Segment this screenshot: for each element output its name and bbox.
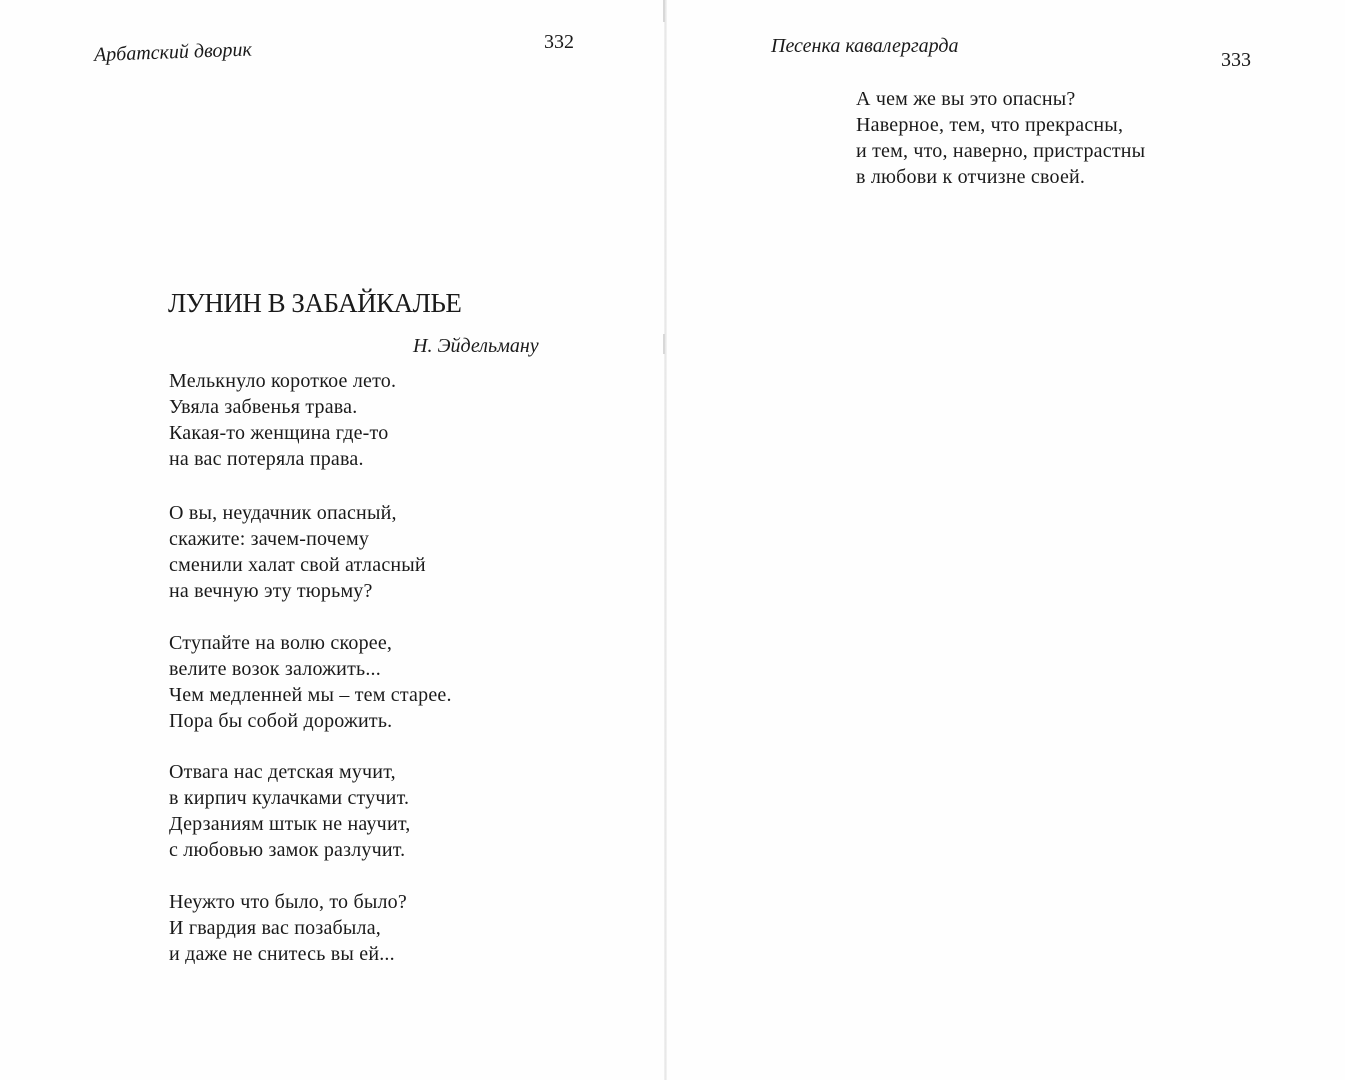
verse-line: О вы, неудачник опасный, [169,502,397,524]
left-running-head: Арбатский дворик [93,38,253,66]
verse-line: Неужто что было, то было? [169,891,407,913]
verse-line: в любови к отчизне своей. [856,166,1086,188]
verse-line: Какая-то женщина где-то [169,422,389,444]
verse-line: и даже не снитесь вы ей... [169,943,395,965]
stanza-3 [169,630,452,734]
right-page-number: 333 [1221,49,1251,71]
verse-line: Наверное, тем, что прекрасны, [856,114,1124,136]
verse-line: на вечную эту тюрьму? [169,580,373,602]
verse-line: А чем же вы это опасны? [856,88,1076,110]
verse-line: на вас потеряла права. [169,448,364,470]
verse-line: Чем медленней мы – тем старее. [169,684,452,706]
verse-line: велите возок заложить... [169,658,381,680]
poem-dedication: Н. Эйдельману [413,335,539,357]
left-page-number: 332 [544,31,574,53]
verse-line: с любовью замок разлучит. [169,839,406,861]
book-gutter [664,0,667,1080]
gutter-mark [663,334,665,354]
stanza-5 [169,889,407,967]
verse-line: сменили халат свой атласный [169,554,426,576]
verse-line: скажите: зачем-почему [169,528,370,550]
verse-line: в кирпич кулачками стучит. [169,787,410,809]
gutter-mark [663,0,665,22]
verse-line: Пора бы собой дорожить. [169,710,393,732]
verse-line: Отвага нас детская мучит, [169,761,396,783]
poem-title: ЛУНИН В ЗАБАЙКАЛЬЕ [168,288,462,318]
stanza-2 [169,500,426,604]
verse-line: И гвардия вас позабыла, [169,917,382,939]
stanza-1 [169,368,396,472]
verse-line: Увяла забвенья трава. [169,396,358,418]
right-running-head: Песенка кавалергарда [771,35,959,57]
verse-line: и тем, что, наверно, пристрастны [856,140,1146,162]
stanza-right [856,86,1145,190]
stanza-4 [169,759,410,863]
verse-line: Ступайте на волю скорее, [169,632,393,654]
verse-line: Мелькнуло короткое лето. [169,370,397,392]
verse-line: Дерзаниям штык не научит, [169,813,411,835]
